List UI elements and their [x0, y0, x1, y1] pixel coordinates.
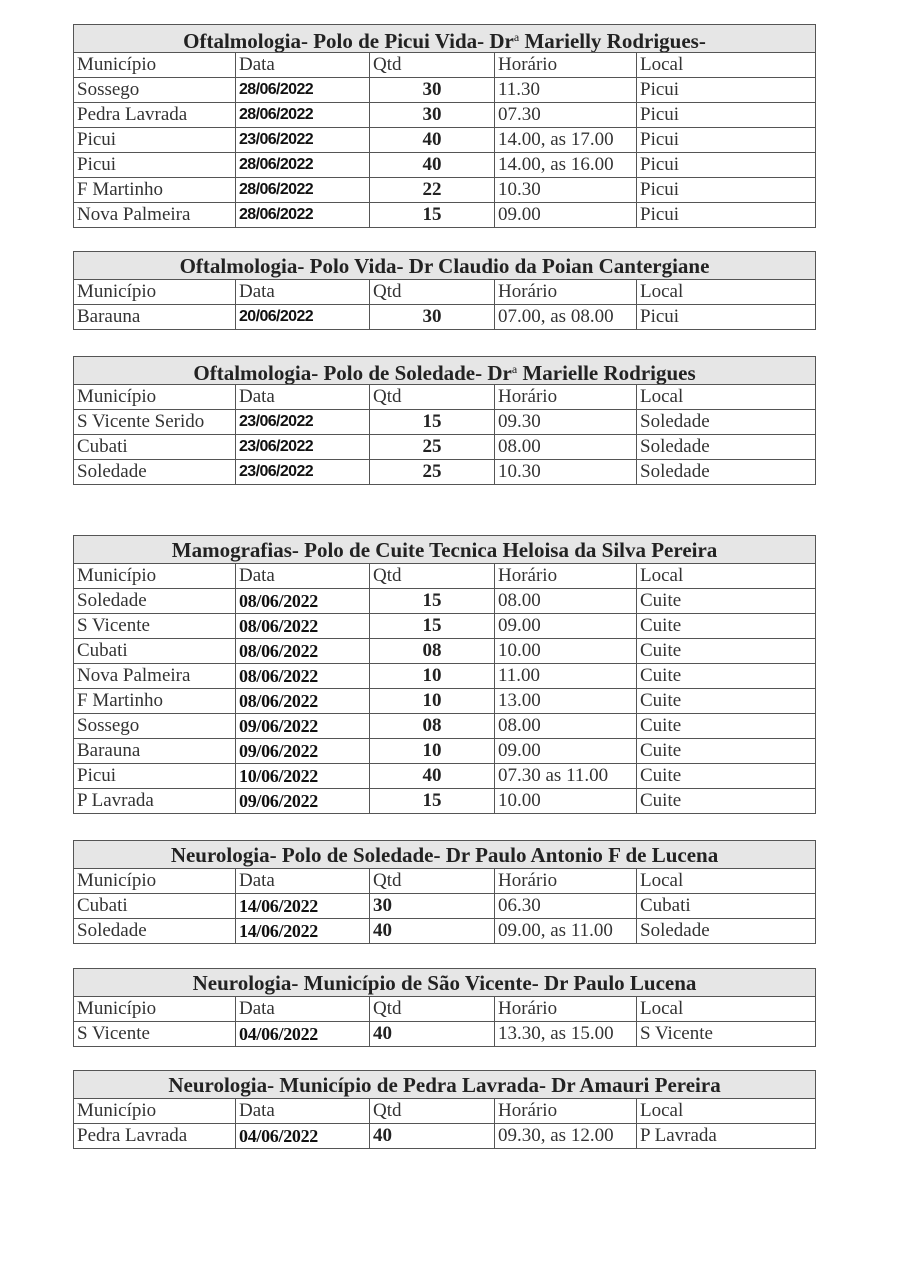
horario-cell: 08.00 — [495, 589, 637, 614]
municipio-cell: Cubati — [74, 435, 236, 460]
qtd-cell: 25 — [370, 460, 495, 485]
date-cell: 09/06/2022 — [236, 789, 370, 814]
table-row — [74, 178, 816, 203]
local-cell: Soledade — [637, 919, 816, 944]
mamografias-cuite-table — [73, 535, 816, 814]
column-header-row — [74, 385, 816, 410]
local-cell: Cuite — [637, 639, 816, 664]
column-header-qtd: Qtd — [370, 385, 495, 410]
table-row — [74, 764, 816, 789]
qtd-cell: 15 — [370, 589, 495, 614]
column-header-local: Local — [637, 997, 816, 1022]
column-header-qtd: Qtd — [370, 53, 495, 78]
neurologia-sao-vicente-table — [73, 968, 816, 1047]
local-cell: Picui — [637, 153, 816, 178]
column-header-local: Local — [637, 385, 816, 410]
column-header-data: Data — [236, 1099, 370, 1124]
date-cell: 23/06/2022 — [236, 460, 370, 485]
local-cell: P Lavrada — [637, 1124, 816, 1149]
column-header-municipio: Município — [74, 869, 236, 894]
date-cell: 28/06/2022 — [236, 203, 370, 228]
qtd-cell: 40 — [370, 153, 495, 178]
table-title — [74, 357, 816, 385]
column-header-row — [74, 53, 816, 78]
municipio-cell: Pedra Lavrada — [74, 1124, 236, 1149]
date-cell: 14/06/2022 — [236, 919, 370, 944]
column-header-municipio: Município — [74, 53, 236, 78]
date-cell: 20/06/2022 — [236, 305, 370, 330]
column-header-data: Data — [236, 869, 370, 894]
column-header-row — [74, 564, 816, 589]
column-header-local: Local — [637, 869, 816, 894]
column-header-local: Local — [637, 53, 816, 78]
table-row — [74, 589, 816, 614]
table-title — [74, 841, 816, 869]
column-header-data: Data — [236, 564, 370, 589]
local-cell: Cuite — [637, 614, 816, 639]
table-row — [74, 689, 816, 714]
municipio-cell: Barauna — [74, 305, 236, 330]
qtd-cell: 40 — [370, 764, 495, 789]
column-header-data: Data — [236, 385, 370, 410]
column-header-qtd: Qtd — [370, 1099, 495, 1124]
table-row — [74, 103, 816, 128]
horario-cell: 14.00, as 17.00 — [495, 128, 637, 153]
municipio-cell: Sossego — [74, 78, 236, 103]
qtd-cell: 15 — [370, 614, 495, 639]
date-cell: 28/06/2022 — [236, 178, 370, 203]
column-header-data: Data — [236, 997, 370, 1022]
table-title-text-suffix: Marielle Rodrigues — [517, 360, 696, 385]
table-row — [74, 435, 816, 460]
local-cell: S Vicente — [637, 1022, 816, 1047]
municipio-cell: Nova Palmeira — [74, 203, 236, 228]
column-header-horario: Horário — [495, 385, 637, 410]
horario-cell: 08.00 — [495, 714, 637, 739]
municipio-cell: Nova Palmeira — [74, 664, 236, 689]
local-cell: Cuite — [637, 714, 816, 739]
horario-cell: 09.00 — [495, 203, 637, 228]
ordinal-superscript: a — [513, 29, 520, 44]
column-header-horario: Horário — [495, 564, 637, 589]
table-title-text: Neurologia- Polo de Soledade- Dr Paulo Antonio F de Lucena — [170, 842, 719, 867]
table-title-text: Oftalmologia- Polo Vida- Dr Claudio da Poian Cantergiane — [179, 253, 710, 278]
date-cell: 09/06/2022 — [236, 739, 370, 764]
qtd-cell: 10 — [370, 739, 495, 764]
horario-cell: 08.00 — [495, 435, 637, 460]
column-header-qtd: Qtd — [370, 869, 495, 894]
date-cell: 08/06/2022 — [236, 689, 370, 714]
column-header-local: Local — [637, 280, 816, 305]
column-header-data: Data — [236, 53, 370, 78]
oftalmologia-soledade-table — [73, 356, 816, 485]
table-row — [74, 919, 816, 944]
local-cell: Picui — [637, 78, 816, 103]
local-cell: Picui — [637, 103, 816, 128]
table-row — [74, 614, 816, 639]
table-title-row — [74, 536, 816, 564]
column-header-horario: Horário — [495, 1099, 637, 1124]
horario-cell: 09.30 — [495, 410, 637, 435]
table-title-text-suffix: Marielly Rodrigues- — [519, 28, 706, 53]
horario-cell: 07.00, as 08.00 — [495, 305, 637, 330]
municipio-cell: Barauna — [74, 739, 236, 764]
qtd-cell: 10 — [370, 689, 495, 714]
table-row — [74, 305, 816, 330]
table-title-row — [74, 252, 816, 280]
table-row — [74, 203, 816, 228]
horario-cell: 10.00 — [495, 789, 637, 814]
oftalmologia-picui-table — [73, 24, 816, 228]
column-header-horario: Horário — [495, 869, 637, 894]
table-title-text: Neurologia- Município de Pedra Lavrada- Dr Amauri Pereira — [168, 1072, 721, 1097]
date-cell: 14/06/2022 — [236, 894, 370, 919]
horario-cell: 10.00 — [495, 639, 637, 664]
column-header-municipio: Município — [74, 997, 236, 1022]
qtd-cell: 40 — [370, 128, 495, 153]
table-row — [74, 714, 816, 739]
local-cell: Soledade — [637, 460, 816, 485]
column-header-local: Local — [637, 564, 816, 589]
horario-cell: 06.30 — [495, 894, 637, 919]
municipio-cell: F Martinho — [74, 178, 236, 203]
table-title — [74, 1071, 816, 1099]
horario-cell: 11.30 — [495, 78, 637, 103]
date-cell: 23/06/2022 — [236, 410, 370, 435]
date-cell: 10/06/2022 — [236, 764, 370, 789]
column-header-row — [74, 1099, 816, 1124]
horario-cell: 13.00 — [495, 689, 637, 714]
table-title — [74, 252, 816, 280]
column-header-horario: Horário — [495, 280, 637, 305]
date-cell: 28/06/2022 — [236, 153, 370, 178]
date-cell: 23/06/2022 — [236, 435, 370, 460]
table-row — [74, 128, 816, 153]
local-cell: Picui — [637, 178, 816, 203]
column-header-qtd: Qtd — [370, 280, 495, 305]
horario-cell: 10.30 — [495, 178, 637, 203]
qtd-cell: 15 — [370, 410, 495, 435]
local-cell: Picui — [637, 203, 816, 228]
horario-cell: 07.30 as 11.00 — [495, 764, 637, 789]
table-title-row — [74, 357, 816, 385]
municipio-cell: Picui — [74, 764, 236, 789]
table-row — [74, 894, 816, 919]
table-title — [74, 536, 816, 564]
table-title-text: Oftalmologia- Polo de Soledade- Dr — [193, 360, 512, 385]
column-header-local: Local — [637, 1099, 816, 1124]
column-header-qtd: Qtd — [370, 997, 495, 1022]
local-cell: Soledade — [637, 410, 816, 435]
date-cell: 08/06/2022 — [236, 614, 370, 639]
horario-cell: 07.30 — [495, 103, 637, 128]
date-cell: 08/06/2022 — [236, 589, 370, 614]
municipio-cell: S Vicente — [74, 1022, 236, 1047]
table-row — [74, 1022, 816, 1047]
date-cell: 28/06/2022 — [236, 78, 370, 103]
column-header-data: Data — [236, 280, 370, 305]
column-header-horario: Horário — [495, 53, 637, 78]
horario-cell: 09.00 — [495, 739, 637, 764]
horario-cell: 09.00 — [495, 614, 637, 639]
table-title — [74, 969, 816, 997]
horario-cell: 09.00, as 11.00 — [495, 919, 637, 944]
date-cell: 08/06/2022 — [236, 639, 370, 664]
table-row — [74, 739, 816, 764]
column-header-row — [74, 997, 816, 1022]
municipio-cell: P Lavrada — [74, 789, 236, 814]
qtd-cell: 30 — [370, 305, 495, 330]
horario-cell: 09.30, as 12.00 — [495, 1124, 637, 1149]
municipio-cell: Soledade — [74, 919, 236, 944]
qtd-cell: 08 — [370, 639, 495, 664]
local-cell: Cuite — [637, 689, 816, 714]
qtd-cell: 10 — [370, 664, 495, 689]
qtd-cell: 25 — [370, 435, 495, 460]
qtd-cell: 40 — [370, 1124, 495, 1149]
table-title-row — [74, 969, 816, 997]
local-cell: Soledade — [637, 435, 816, 460]
municipio-cell: Picui — [74, 128, 236, 153]
qtd-cell: 40 — [370, 1022, 495, 1047]
qtd-cell: 22 — [370, 178, 495, 203]
municipio-cell: Pedra Lavrada — [74, 103, 236, 128]
date-cell: 09/06/2022 — [236, 714, 370, 739]
date-cell: 23/06/2022 — [236, 128, 370, 153]
local-cell: Cubati — [637, 894, 816, 919]
local-cell: Cuite — [637, 589, 816, 614]
oftalmologia-polo-vida-table — [73, 251, 816, 330]
horario-cell: 10.30 — [495, 460, 637, 485]
table-row — [74, 789, 816, 814]
table-title-text: Oftalmologia- Polo de Picui Vida- Dr — [183, 28, 514, 53]
qtd-cell: 30 — [370, 103, 495, 128]
local-cell: Cuite — [637, 789, 816, 814]
date-cell: 28/06/2022 — [236, 103, 370, 128]
column-header-municipio: Município — [74, 385, 236, 410]
municipio-cell: Cubati — [74, 894, 236, 919]
column-header-municipio: Município — [74, 564, 236, 589]
qtd-cell: 30 — [370, 78, 495, 103]
local-cell: Cuite — [637, 739, 816, 764]
table-row — [74, 664, 816, 689]
table-row — [74, 410, 816, 435]
table-title — [74, 25, 816, 53]
table-title-row — [74, 25, 816, 53]
table-row — [74, 1124, 816, 1149]
table-title-text: Neurologia- Município de São Vicente- Dr Paulo Lucena — [192, 970, 697, 995]
table-row — [74, 78, 816, 103]
municipio-cell: F Martinho — [74, 689, 236, 714]
municipio-cell: Sossego — [74, 714, 236, 739]
local-cell: Picui — [637, 305, 816, 330]
table-row — [74, 153, 816, 178]
qtd-cell: 08 — [370, 714, 495, 739]
table-row — [74, 639, 816, 664]
municipio-cell: S Vicente Serido — [74, 410, 236, 435]
local-cell: Picui — [637, 128, 816, 153]
neurologia-soledade-table — [73, 840, 816, 944]
qtd-cell: 40 — [370, 919, 495, 944]
date-cell: 04/06/2022 — [236, 1124, 370, 1149]
table-row — [74, 460, 816, 485]
table-title-text: Mamografias- Polo de Cuite Tecnica Heloisa da Silva Pereira — [171, 537, 718, 562]
neurologia-pedra-lavrada-table — [73, 1070, 816, 1149]
qtd-cell: 30 — [370, 894, 495, 919]
municipio-cell: S Vicente — [74, 614, 236, 639]
local-cell: Cuite — [637, 764, 816, 789]
column-header-row — [74, 280, 816, 305]
date-cell: 04/06/2022 — [236, 1022, 370, 1047]
ordinal-superscript: a — [511, 361, 518, 376]
column-header-municipio: Município — [74, 1099, 236, 1124]
column-header-row — [74, 869, 816, 894]
column-header-horario: Horário — [495, 997, 637, 1022]
column-header-municipio: Município — [74, 280, 236, 305]
qtd-cell: 15 — [370, 789, 495, 814]
date-cell: 08/06/2022 — [236, 664, 370, 689]
qtd-cell: 15 — [370, 203, 495, 228]
horario-cell: 14.00, as 16.00 — [495, 153, 637, 178]
municipio-cell: Picui — [74, 153, 236, 178]
horario-cell: 11.00 — [495, 664, 637, 689]
table-title-row — [74, 841, 816, 869]
municipio-cell: Soledade — [74, 589, 236, 614]
table-title-row — [74, 1071, 816, 1099]
municipio-cell: Cubati — [74, 639, 236, 664]
municipio-cell: Soledade — [74, 460, 236, 485]
horario-cell: 13.30, as 15.00 — [495, 1022, 637, 1047]
local-cell: Cuite — [637, 664, 816, 689]
column-header-qtd: Qtd — [370, 564, 495, 589]
